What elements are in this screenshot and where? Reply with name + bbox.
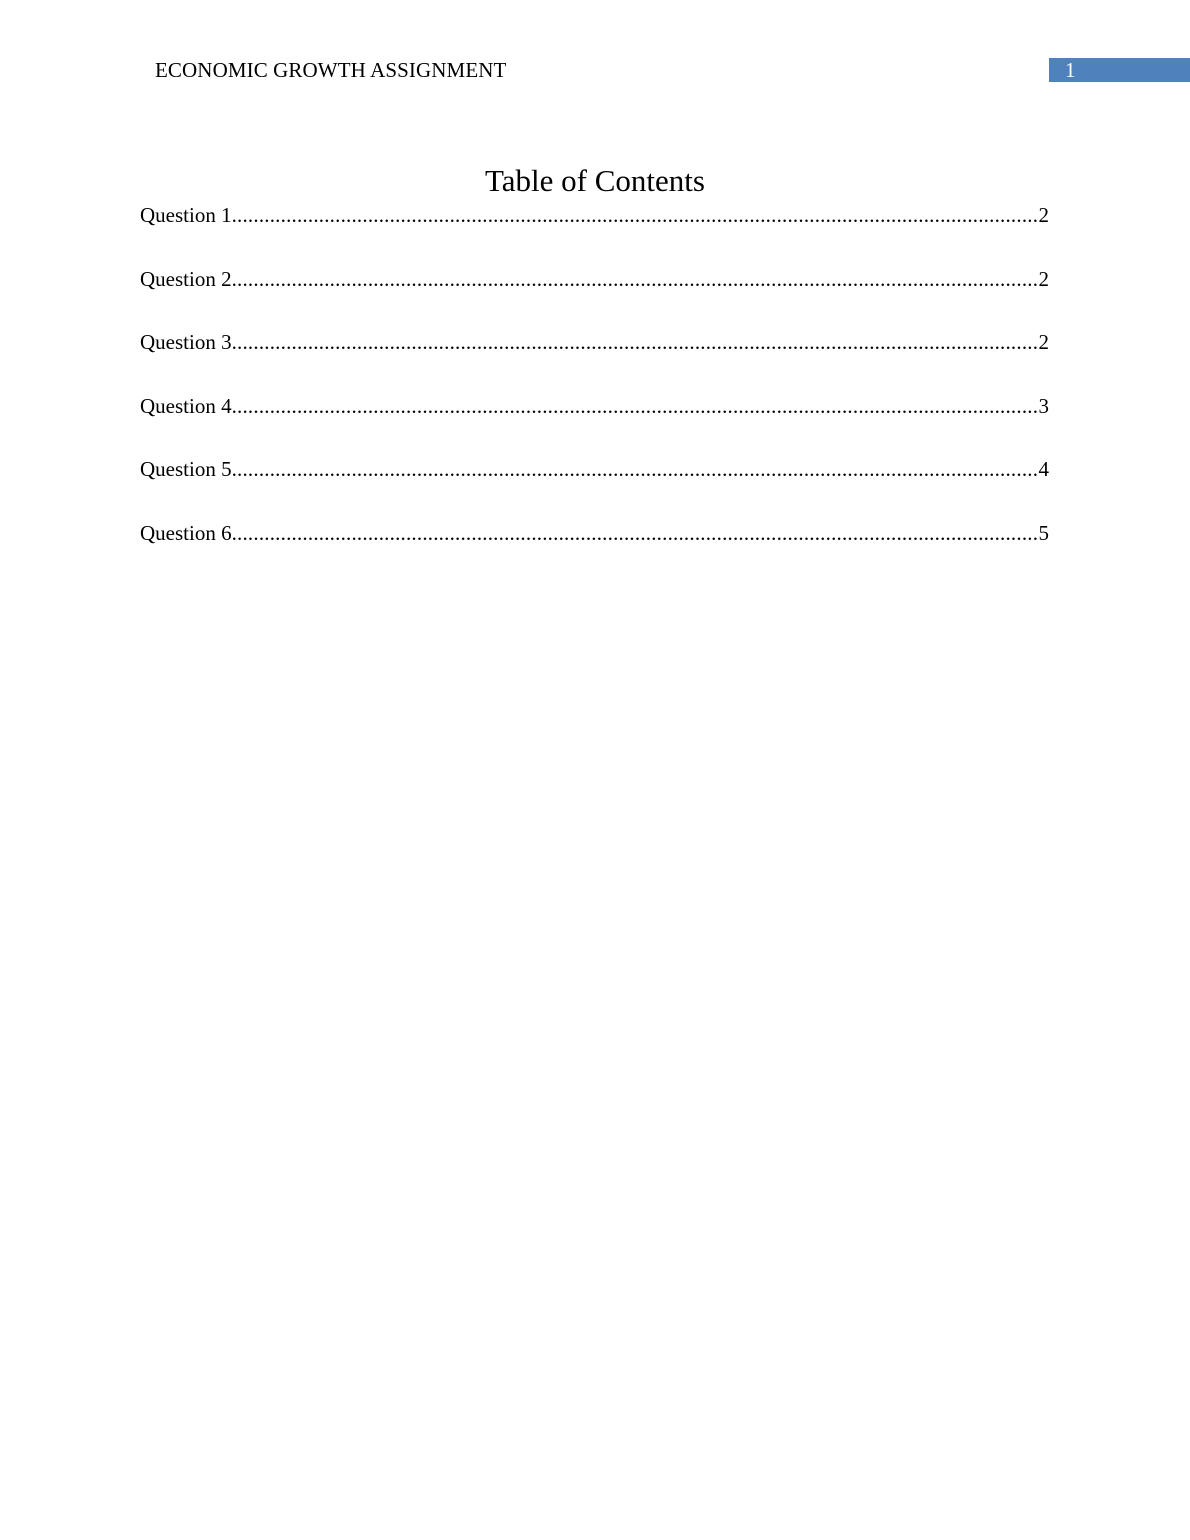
toc-dot-leader — [232, 518, 1039, 548]
toc-dot-leader — [232, 200, 1039, 230]
toc-entry-page: 2 — [1038, 203, 1049, 227]
toc-entry[interactable] — [140, 391, 1049, 455]
toc-entry-page: 2 — [1038, 330, 1049, 354]
toc-title: Table of Contents — [485, 163, 705, 198]
running-header-title: ECONOMIC GROWTH ASSIGNMENT — [155, 58, 507, 82]
page-number-box — [1049, 58, 1190, 82]
toc-entry[interactable] — [140, 200, 1049, 264]
toc-entry[interactable] — [140, 454, 1049, 518]
toc-entry-label: Question 4 — [140, 393, 232, 418]
toc-dot-leader — [232, 454, 1039, 484]
toc-entry-label: Question 1 — [140, 203, 232, 227]
toc-entry[interactable] — [140, 264, 1049, 328]
toc-entry-label: Question 5 — [140, 457, 232, 481]
toc-entry-page: 2 — [1038, 266, 1049, 291]
toc-dot-leader — [232, 327, 1039, 357]
toc-entry-label: Question 6 — [140, 520, 232, 545]
toc-entry-page: 3 — [1038, 393, 1049, 418]
toc-list — [140, 200, 1049, 581]
toc-dot-leader — [232, 264, 1039, 294]
page-number: 1 — [1065, 58, 1076, 82]
toc-dot-leader — [232, 391, 1039, 421]
toc-entry-page: 4 — [1038, 457, 1049, 481]
toc-entry-label: Question 2 — [140, 266, 232, 291]
toc-entry-page: 5 — [1038, 520, 1049, 545]
toc-entry[interactable] — [140, 518, 1049, 582]
toc-entry-label: Question 3 — [140, 330, 232, 354]
toc-entry[interactable] — [140, 327, 1049, 391]
